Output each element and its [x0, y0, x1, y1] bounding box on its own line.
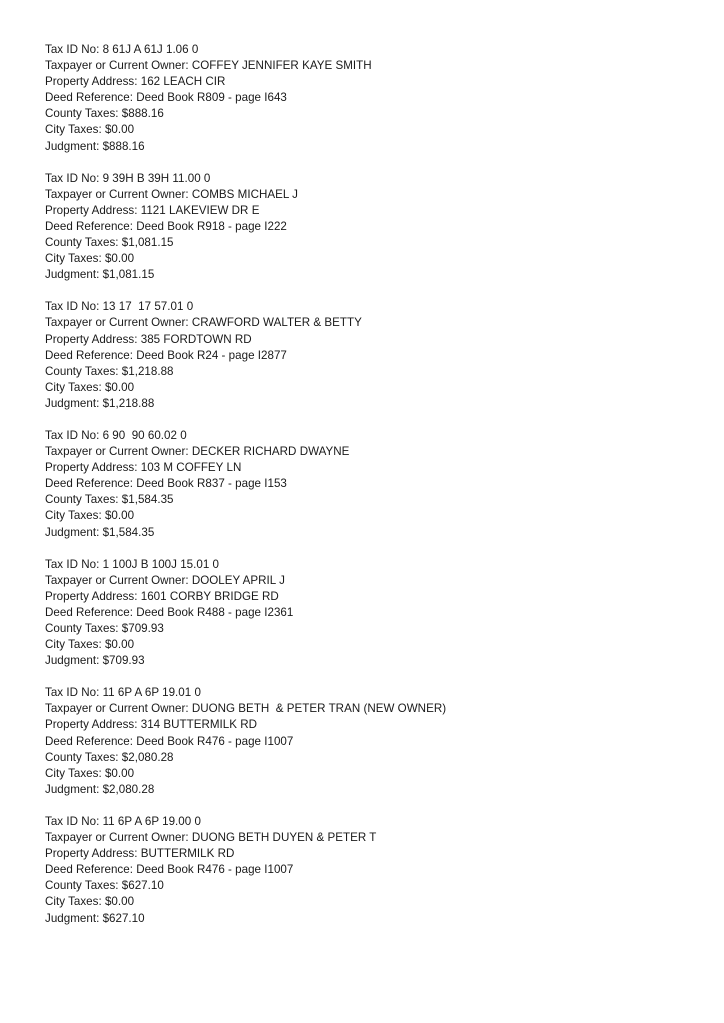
record-field-label: Taxpayer or Current Owner:	[45, 59, 192, 73]
tax-record	[45, 428, 705, 541]
record-field-value: 9 39H B 39H 11.00 0	[102, 171, 211, 185]
record-field-label: County Taxes:	[45, 879, 122, 893]
record-field-value: DECKER RICHARD DWAYNE	[191, 445, 350, 459]
record-city-line	[45, 766, 705, 782]
record-field-label: Deed Reference:	[45, 605, 137, 619]
record-city-line	[45, 637, 705, 653]
record-tax-id-line	[45, 428, 705, 444]
record-city-line	[45, 380, 705, 396]
record-field-label: City Taxes:	[45, 638, 105, 652]
record-field-value: CRAWFORD WALTER & BETTY	[191, 316, 362, 330]
record-field-value: $1,218.88	[121, 364, 174, 378]
record-county-line	[45, 364, 705, 380]
record-city-line	[45, 508, 705, 524]
record-field-value: DUONG BETH DUYEN & PETER T	[191, 831, 377, 845]
record-address-line	[45, 717, 705, 733]
tax-record	[45, 171, 705, 284]
record-field-label: County Taxes:	[45, 493, 122, 507]
record-field-value: 162 LEACH CIR	[140, 75, 226, 89]
record-field-label: Taxpayer or Current Owner:	[45, 573, 192, 587]
record-field-value: $0.00	[104, 766, 135, 780]
record-field-label: County Taxes:	[45, 750, 122, 764]
record-deed-line	[45, 862, 705, 878]
record-field-label: City Taxes:	[45, 509, 105, 523]
record-field-label: County Taxes:	[45, 236, 122, 250]
record-field-label: Deed Reference:	[45, 348, 137, 362]
record-field-value: 8 61J A 61J 1.06 0	[102, 43, 199, 56]
record-field-value: Deed Book R837 - page I153	[136, 477, 287, 491]
record-judgment-line	[45, 782, 705, 798]
record-field-value: $1,584.35	[102, 525, 155, 539]
record-field-value: 1601 CORBY BRIDGE RD	[140, 589, 279, 603]
record-field-value: Deed Book R476 - page I1007	[136, 863, 294, 877]
record-field-label: City Taxes:	[45, 895, 105, 909]
record-judgment-line	[45, 653, 705, 669]
tax-record	[45, 42, 705, 155]
record-field-value: $627.10	[102, 911, 145, 925]
record-field-value: $0.00	[104, 380, 135, 394]
record-owner-line	[45, 573, 705, 589]
record-field-label: Deed Reference:	[45, 477, 137, 491]
record-address-line	[45, 846, 705, 862]
record-field-label: Property Address:	[45, 589, 141, 603]
record-field-value: 1121 LAKEVIEW DR E	[140, 203, 260, 217]
record-field-label: Taxpayer or Current Owner:	[45, 316, 192, 330]
record-tax-id-line	[45, 171, 705, 187]
record-deed-line	[45, 219, 705, 235]
record-field-label: Judgment:	[45, 654, 103, 668]
record-field-value: DOOLEY APRIL J	[191, 573, 285, 587]
record-field-value: 103 M COFFEY LN	[140, 461, 242, 475]
record-field-value: 6 90 90 60.02 0	[102, 428, 187, 442]
record-field-value: $0.00	[104, 638, 135, 652]
record-field-label: Property Address:	[45, 847, 141, 861]
record-address-line	[45, 460, 705, 476]
record-field-label: Taxpayer or Current Owner:	[45, 187, 192, 201]
record-field-value: $1,081.15	[102, 268, 155, 282]
record-field-value: 314 BUTTERMILK RD	[140, 718, 258, 732]
record-field-label: Property Address:	[45, 332, 141, 346]
record-field-value: $0.00	[104, 252, 135, 266]
record-field-value: Deed Book R476 - page I1007	[136, 734, 294, 748]
record-city-line	[45, 894, 705, 910]
record-county-line	[45, 878, 705, 894]
record-field-label: Property Address:	[45, 203, 141, 217]
record-deed-line	[45, 734, 705, 750]
record-field-value: Deed Book R809 - page I643	[136, 91, 287, 105]
tax-record	[45, 685, 705, 798]
record-field-value: 385 FORDTOWN RD	[140, 332, 252, 346]
record-field-label: City Taxes:	[45, 252, 105, 266]
record-field-value: COFFEY JENNIFER KAYE SMITH	[191, 59, 372, 73]
record-field-value: $709.93	[102, 654, 145, 668]
record-address-line	[45, 74, 705, 90]
record-field-label: Taxpayer or Current Owner:	[45, 445, 192, 459]
record-field-label: Judgment:	[45, 525, 103, 539]
record-field-label: Tax ID No:	[45, 557, 103, 571]
record-field-label: Tax ID No:	[45, 814, 103, 828]
record-field-label: City Taxes:	[45, 380, 105, 394]
record-city-line	[45, 251, 705, 267]
record-owner-line	[45, 58, 705, 74]
record-county-line	[45, 106, 705, 122]
record-field-label: Property Address:	[45, 461, 141, 475]
record-address-line	[45, 203, 705, 219]
tax-record	[45, 814, 705, 927]
record-field-value: Deed Book R918 - page I222	[136, 219, 287, 233]
record-county-line	[45, 621, 705, 637]
record-field-label: Judgment:	[45, 139, 103, 153]
record-field-value: $888.16	[102, 139, 145, 153]
record-county-line	[45, 750, 705, 766]
record-field-value: DUONG BETH & PETER TRAN (NEW OWNER)	[191, 702, 447, 716]
record-field-value: 1 100J B 100J 15.01 0	[102, 557, 220, 571]
record-field-label: Taxpayer or Current Owner:	[45, 831, 192, 845]
record-field-value: $627.10	[121, 879, 164, 893]
record-field-label: Deed Reference:	[45, 863, 137, 877]
record-field-label: County Taxes:	[45, 364, 122, 378]
record-field-label: City Taxes:	[45, 123, 105, 137]
record-city-line	[45, 122, 705, 138]
record-field-label: Deed Reference:	[45, 219, 137, 233]
record-field-value: $888.16	[121, 107, 164, 121]
record-field-value: 11 6P A 6P 19.01 0	[102, 686, 201, 700]
record-field-label: Deed Reference:	[45, 734, 137, 748]
record-field-label: Tax ID No:	[45, 686, 103, 700]
record-tax-id-line	[45, 685, 705, 701]
record-field-value: COMBS MICHAEL J	[191, 187, 298, 201]
record-field-value: $709.93	[121, 622, 164, 635]
record-owner-line	[45, 315, 705, 331]
record-field-value: $2,080.28	[121, 750, 174, 764]
record-field-label: Property Address:	[45, 75, 141, 89]
record-field-label: Judgment:	[45, 911, 103, 925]
record-field-value: $0.00	[104, 509, 135, 523]
record-field-label: Tax ID No:	[45, 428, 103, 442]
record-field-label: Judgment:	[45, 396, 103, 410]
record-deed-line	[45, 348, 705, 364]
record-field-value: Deed Book R24 - page I2877	[136, 348, 287, 362]
record-field-value: $1,081.15	[121, 236, 174, 250]
record-judgment-line	[45, 396, 705, 412]
record-owner-line	[45, 830, 705, 846]
record-field-label: Judgment:	[45, 268, 103, 282]
record-county-line	[45, 235, 705, 251]
record-owner-line	[45, 444, 705, 460]
record-field-value: BUTTERMILK RD	[140, 847, 235, 861]
record-field-value: $1,584.35	[121, 493, 174, 507]
record-field-label: Deed Reference:	[45, 91, 137, 105]
record-tax-id-line	[45, 299, 705, 315]
record-owner-line	[45, 187, 705, 203]
record-judgment-line	[45, 139, 705, 155]
record-field-label: Judgment:	[45, 782, 103, 796]
record-tax-id-line	[45, 814, 705, 830]
record-judgment-line	[45, 525, 705, 541]
record-field-label: Taxpayer or Current Owner:	[45, 702, 192, 716]
record-field-label: City Taxes:	[45, 766, 105, 780]
record-deed-line	[45, 90, 705, 106]
record-field-value: $0.00	[104, 895, 135, 909]
record-field-value: 11 6P A 6P 19.00 0	[102, 814, 201, 828]
record-tax-id-line	[45, 42, 705, 58]
record-tax-id-line	[45, 557, 705, 573]
record-field-label: County Taxes:	[45, 622, 122, 635]
record-field-label: County Taxes:	[45, 107, 122, 121]
tax-record	[45, 557, 705, 670]
record-judgment-line	[45, 911, 705, 927]
record-field-label: Property Address:	[45, 718, 141, 732]
record-field-value: Deed Book R488 - page I2361	[136, 605, 294, 619]
record-field-value: $0.00	[104, 123, 135, 137]
record-owner-line	[45, 701, 705, 717]
tax-records-list	[45, 42, 705, 943]
record-deed-line	[45, 476, 705, 492]
record-field-value: $2,080.28	[102, 782, 155, 796]
record-field-label: Tax ID No:	[45, 300, 103, 314]
record-address-line	[45, 589, 705, 605]
record-field-value: 13 17 17 57.01 0	[102, 300, 194, 314]
record-address-line	[45, 332, 705, 348]
record-field-value: $1,218.88	[102, 396, 155, 410]
record-judgment-line	[45, 267, 705, 283]
record-deed-line	[45, 605, 705, 621]
record-field-label: Tax ID No:	[45, 171, 103, 185]
record-field-label: Tax ID No:	[45, 43, 103, 56]
record-county-line	[45, 492, 705, 508]
tax-record	[45, 299, 705, 412]
